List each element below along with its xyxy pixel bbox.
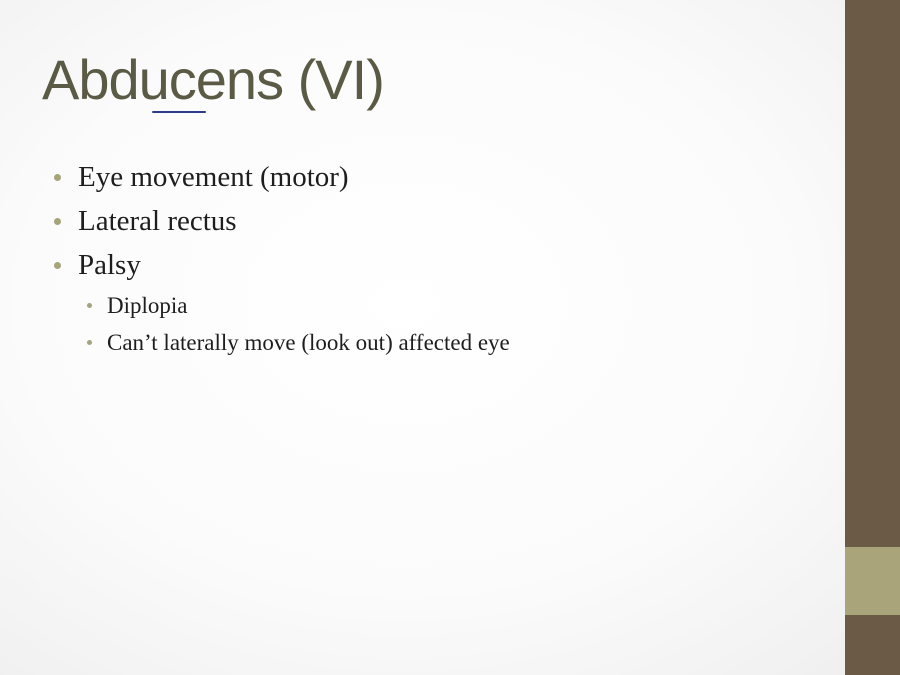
sub-bullet-text: Can’t laterally move (look out) affected eye (107, 330, 510, 355)
bullet-dot-icon (54, 262, 61, 269)
sub-bullet-dot-icon (87, 340, 92, 345)
bullet-text: Lateral rectus (78, 205, 237, 237)
bullet-dot-icon (54, 174, 61, 181)
bullet-text: Eye movement (motor) (78, 161, 349, 193)
bullet-dot-icon (54, 218, 61, 225)
annotation-underline (152, 111, 206, 113)
sub-bullet-text: Diplopia (107, 293, 188, 318)
bullet-text: Palsy (78, 249, 141, 281)
sub-bullet-dot-icon (87, 303, 92, 308)
decorative-sidebar-accent (845, 547, 900, 615)
slide-title: Abducens (VI) (42, 48, 384, 111)
